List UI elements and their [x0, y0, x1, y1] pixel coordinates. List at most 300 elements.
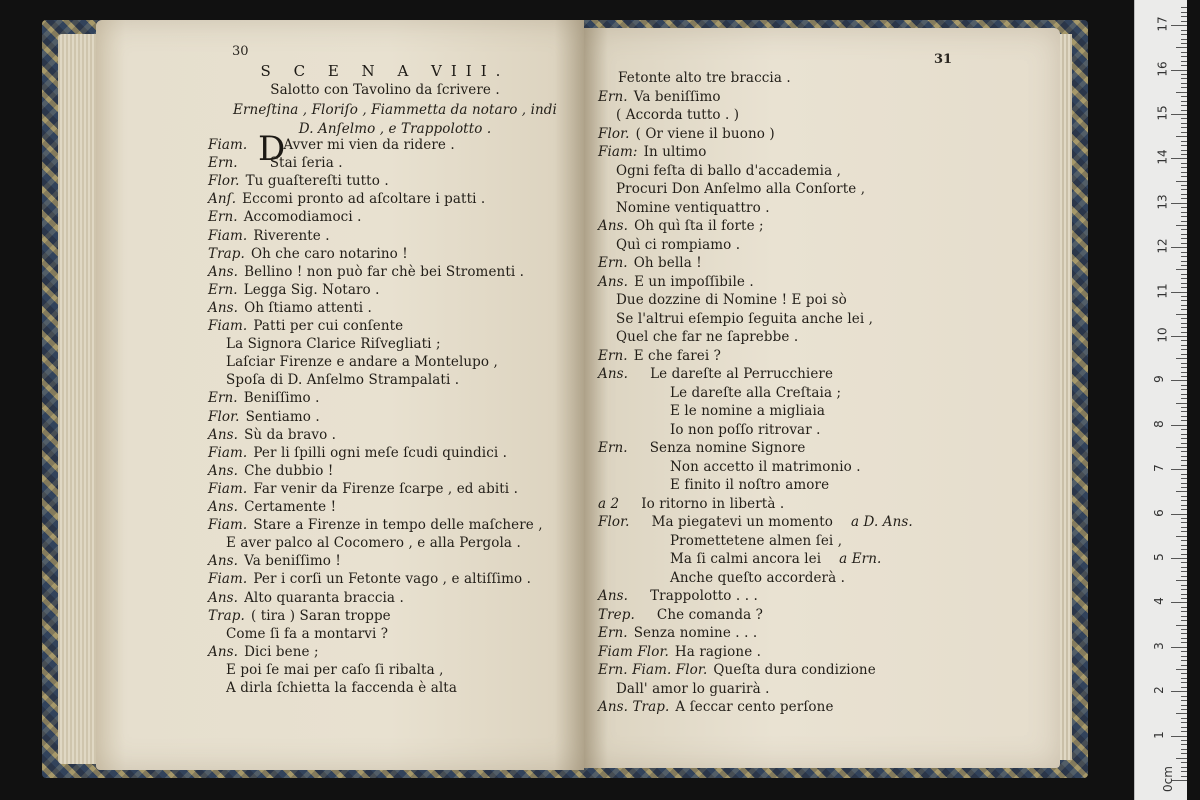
- dialogue-line: [226, 626, 388, 642]
- ruler-tick: [1181, 167, 1187, 168]
- dialogue-line: [598, 89, 721, 105]
- ruler-tick: [1181, 407, 1187, 408]
- ruler-tick: [1181, 549, 1187, 550]
- ruler-tick: [1181, 16, 1187, 17]
- left-page-number: 30: [232, 44, 249, 59]
- dialogue-line: [616, 329, 798, 345]
- dialogue-line: [616, 200, 770, 216]
- speaker-name: Fiam.: [208, 227, 248, 244]
- dialogue-line: [208, 517, 543, 533]
- ruler-tick: [1171, 380, 1187, 381]
- dialogue-line: [670, 403, 825, 419]
- line-text: Oh bella !: [633, 255, 702, 271]
- line-text: E finito il noſtro amore: [670, 477, 830, 493]
- ruler-tick: [1181, 256, 1187, 257]
- line-text: Procuri Don Anſelmo alla Conſorte ,: [616, 181, 866, 197]
- speaker-name: Flor.: [598, 514, 630, 530]
- ruler-tick: [1181, 660, 1187, 661]
- right-page-number: 31: [934, 52, 953, 67]
- ruler-tick: [1181, 740, 1187, 741]
- ruler-tick: [1171, 292, 1187, 293]
- speaker-name: Flor.: [208, 408, 240, 425]
- ruler-tick: [1181, 216, 1187, 217]
- dialogue-line: [616, 681, 770, 697]
- ruler-tick: [1181, 74, 1187, 75]
- ruler-tick: [1181, 394, 1187, 395]
- ruler-tick: [1181, 429, 1187, 430]
- stage-aside: a D. Ans.: [850, 514, 913, 530]
- dialogue-line: [208, 155, 343, 171]
- ruler-tick: [1181, 709, 1187, 710]
- ruler-tick: [1181, 332, 1187, 333]
- ruler-tick: [1181, 56, 1187, 57]
- ruler-tick: [1171, 203, 1187, 204]
- ruler-tick: [1176, 314, 1187, 315]
- ruler-tick: [1171, 558, 1187, 559]
- dialogue-line: [208, 228, 330, 244]
- ruler-tick: [1181, 110, 1187, 111]
- line-text: Far venir da Firenze ſcarpe , ed abiti .: [253, 480, 518, 497]
- ruler-label: 14: [1155, 149, 1170, 166]
- ruler-tick: [1181, 589, 1187, 590]
- speaker-name: Fiam.: [208, 444, 248, 461]
- ruler-label: 8: [1151, 419, 1166, 428]
- ruler-tick: [1181, 198, 1187, 199]
- ruler-label: 1: [1151, 730, 1166, 739]
- ruler-tick: [1181, 656, 1187, 657]
- ruler-tick: [1181, 349, 1187, 350]
- speaker-name: Ern.: [598, 625, 628, 641]
- ruler-tick: [1181, 194, 1187, 195]
- line-text: Che dubbio !: [244, 462, 334, 479]
- ruler-tick: [1171, 647, 1187, 648]
- dialogue-line: [670, 570, 845, 586]
- ruler-tick: [1181, 443, 1187, 444]
- speaker-name: Flor.: [598, 125, 630, 142]
- ruler-tick: [1181, 7, 1187, 8]
- ruler-tick: [1181, 434, 1187, 435]
- ruler-tick: [1181, 52, 1187, 53]
- line-text: Riverente .: [253, 227, 330, 244]
- ruler-tick: [1181, 43, 1187, 44]
- ruler-tick: [1181, 261, 1187, 262]
- line-text: Non accetto il matrimonio .: [670, 458, 861, 475]
- dialogue-line: [598, 496, 784, 512]
- ruler-tick: [1181, 456, 1187, 457]
- line-text: Senza nomine . . .: [633, 625, 758, 641]
- speaker-name: Fiam:: [598, 144, 638, 160]
- ruler-tick: [1181, 185, 1187, 186]
- ruler-tick: [1181, 389, 1187, 390]
- dialogue-line: [208, 246, 408, 262]
- ruler-tick: [1171, 25, 1187, 26]
- speaker-name: Fiam.: [208, 480, 248, 497]
- dialogue-line: [208, 481, 518, 497]
- line-text: Per i corſi un Fetonte vago , e altiſſimo .: [253, 571, 531, 588]
- dialogue-line: [616, 163, 841, 179]
- line-text: Che comanda ?: [656, 606, 763, 623]
- ruler-tick: [1181, 323, 1187, 324]
- ruler-tick: [1181, 123, 1187, 124]
- ruler-tick: [1181, 127, 1187, 128]
- ruler-tick: [1181, 416, 1187, 417]
- ruler-tick: [1176, 758, 1187, 759]
- dialogue-line: [616, 311, 873, 327]
- ruler-tick: [1181, 363, 1187, 364]
- dialogue-line: [670, 422, 821, 438]
- ruler-tick: [1181, 753, 1187, 754]
- ruler-tick: [1176, 92, 1187, 93]
- dialogue-line: [598, 607, 763, 623]
- ruler-tick: [1176, 358, 1187, 359]
- ruler-tick: [1181, 642, 1187, 643]
- dialogue-line: [226, 336, 441, 352]
- ruler-tick: [1181, 594, 1187, 595]
- ruler-tick: [1176, 269, 1187, 270]
- ruler-label: 7: [1151, 464, 1166, 473]
- dialogue-line: [670, 551, 881, 567]
- line-text: Accomodiamoci .: [243, 209, 362, 226]
- dialogue-line: [598, 126, 775, 142]
- ruler-label: 13: [1155, 194, 1170, 210]
- dialogue-line: [616, 292, 847, 308]
- line-text: Ogni feſta di ballo d'accademia ,: [616, 162, 842, 179]
- speaker-name: Fiam.: [208, 571, 248, 588]
- ruler-tick: [1181, 629, 1187, 630]
- ruler-tick: [1181, 705, 1187, 706]
- line-text: Ma piegatevi un momento: [651, 514, 833, 530]
- ruler-tick: [1176, 136, 1187, 137]
- ruler-tick: [1171, 602, 1187, 603]
- ruler-tick: [1181, 562, 1187, 563]
- line-text: Dici bene ;: [244, 643, 319, 660]
- dialogue-line: [598, 218, 764, 234]
- speaker-name: Ans.: [208, 299, 239, 316]
- line-text: Tu guaſtereſti tutto .: [245, 173, 389, 190]
- cast-line-2: D. Anſelmo , e Trappolotto .: [298, 121, 492, 137]
- ruler-tick: [1181, 522, 1187, 523]
- line-text: Bellino ! non può far chè bei Stromenti .: [244, 263, 525, 280]
- dialogue-line: [208, 427, 336, 443]
- ruler-tick: [1181, 505, 1187, 506]
- ruler-label: 11: [1155, 282, 1170, 299]
- ruler-tick: [1181, 500, 1187, 501]
- ruler-tick: [1181, 309, 1187, 310]
- dialogue-line: [598, 255, 702, 271]
- ruler-tick: [1181, 727, 1187, 728]
- ruler-tick: [1181, 474, 1187, 475]
- speaker-name: Ern.: [598, 255, 628, 271]
- speaker-name: Anſ.: [208, 191, 237, 208]
- ruler-tick: [1181, 274, 1187, 275]
- ruler-label: 12: [1155, 238, 1170, 254]
- ruler-tick: [1181, 478, 1187, 479]
- ruler-tick: [1181, 189, 1187, 190]
- ruler-tick: [1176, 580, 1187, 581]
- ruler-label: 2: [1151, 686, 1166, 695]
- dialogue-line: [208, 445, 507, 461]
- speaker-name: Ern.: [208, 209, 238, 226]
- ruler-tick: [1181, 531, 1187, 532]
- ruler-tick: [1181, 527, 1187, 528]
- scene-setting: Salotto con Tavolino da ſcrivere .: [270, 82, 500, 98]
- dialogue-line: [670, 533, 842, 549]
- ruler-tick: [1181, 354, 1187, 355]
- ruler-tick: [1181, 34, 1187, 35]
- dialogue-line: [226, 680, 457, 696]
- speaker-name: Ans.: [598, 273, 629, 290]
- line-text: Nomine ventiquattro .: [616, 199, 770, 216]
- speaker-name: Ans.: [208, 643, 239, 660]
- speaker-name: Fiam Flor.: [598, 643, 669, 660]
- ruler-tick: [1171, 425, 1187, 426]
- dialogue-line: [598, 144, 707, 160]
- ruler-tick: [1176, 447, 1187, 448]
- ruler-tick: [1171, 336, 1187, 337]
- ruler-tick: [1181, 83, 1187, 84]
- line-text: E le nomine a migliaia: [670, 403, 826, 419]
- dialogue-line: [598, 274, 754, 290]
- dialogue-line: [598, 440, 805, 456]
- line-text: ( tira ) Saran troppe: [250, 607, 391, 624]
- ruler-tick: [1181, 238, 1187, 239]
- ruler-tick: [1181, 96, 1187, 97]
- speaker-name: Ern. Fiam. Flor.: [598, 662, 708, 678]
- line-text: Promettetene almen ſei ,: [670, 532, 843, 549]
- ruler-tick: [1181, 118, 1187, 119]
- ruler-tick: [1181, 620, 1187, 621]
- dialogue-line: [208, 191, 485, 207]
- ruler-tick: [1181, 465, 1187, 466]
- ruler-tick: [1181, 12, 1187, 13]
- ruler-tick: [1176, 225, 1187, 226]
- speaker-name: Ans.: [208, 462, 239, 479]
- ruler-tick: [1181, 540, 1187, 541]
- line-text: Oh ſtiamo attenti .: [244, 299, 372, 316]
- dialogue-line: [226, 372, 459, 388]
- ruler-tick: [1181, 496, 1187, 497]
- ruler-tick: [1181, 749, 1187, 750]
- ruler-tick: [1181, 731, 1187, 732]
- dialogue-line: [670, 477, 829, 493]
- speaker-name: Trap.: [208, 245, 245, 262]
- ruler-tick: [1176, 713, 1187, 714]
- line-text: A dirla ſchietta la faccenda è alta: [226, 680, 457, 696]
- ruler-tick: [1181, 287, 1187, 288]
- dialogue-line: [208, 137, 455, 153]
- dialogue-line: [208, 390, 320, 406]
- ruler-tick: [1181, 278, 1187, 279]
- line-text: Io ritorno in libertà .: [641, 495, 785, 512]
- dialogue-line: [208, 209, 362, 225]
- ruler-tick: [1176, 403, 1187, 404]
- ruler-tick: [1181, 483, 1187, 484]
- speaker-name: Fiam.: [208, 137, 248, 153]
- speaker-name: Ern.: [208, 155, 238, 172]
- ruler-tick: [1181, 87, 1187, 88]
- ruler-tick: [1181, 767, 1187, 768]
- dialogue-line: [598, 625, 757, 641]
- ruler-tick: [1181, 283, 1187, 284]
- line-text: Dall' amor lo guarirà .: [616, 680, 770, 697]
- ruler-tick: [1181, 451, 1187, 452]
- speaker-name: Ans.: [208, 263, 239, 280]
- speaker-name: Ans.: [208, 553, 239, 570]
- ruler-label: 9: [1151, 375, 1166, 384]
- line-text: Due dozzine di Nomine ! E poi sò: [616, 292, 847, 308]
- dialogue-line: [208, 499, 336, 515]
- line-text: Io non poſſo ritrovar .: [670, 421, 821, 438]
- dialogue-line: [208, 571, 531, 587]
- ruler-tick: [1181, 61, 1187, 62]
- ruler-tick: [1181, 300, 1187, 301]
- ruler-tick: [1181, 509, 1187, 510]
- dialogue-line: [226, 662, 444, 678]
- ruler-tick: [1181, 327, 1187, 328]
- line-text: In ultimo: [643, 144, 707, 160]
- line-text: Oh quì ſta il forte ;: [634, 218, 764, 234]
- ruler-tick: [1181, 105, 1187, 106]
- ruler-label: 10: [1155, 327, 1170, 343]
- line-text: Stare a Firenze in tempo delle maſchere ,: [253, 517, 543, 534]
- speaker-name: Ans.: [208, 589, 239, 606]
- line-text: Trappolotto . . .: [650, 588, 758, 604]
- line-text: Eccomi pronto ad aſcoltare i patti .: [242, 191, 486, 208]
- ruler-tick: [1181, 176, 1187, 177]
- line-text: Come ſi fa a montarvi ?: [226, 625, 389, 642]
- line-text: Ha ragione .: [674, 643, 762, 660]
- ruler-tick: [1181, 576, 1187, 577]
- speaker-name: Ern.: [208, 390, 238, 407]
- ruler-tick: [1176, 536, 1187, 537]
- dialogue-line: [618, 70, 791, 86]
- ruler-label: 0cm: [1160, 766, 1175, 792]
- ruler-label: 3: [1151, 641, 1166, 650]
- dialogue-line: [208, 590, 404, 606]
- speaker-name: Ern.: [598, 347, 628, 364]
- dialogue-line: [616, 237, 740, 253]
- speaker-name: Ans.: [598, 218, 629, 234]
- line-text: Stai ſeria .: [269, 155, 343, 172]
- speaker-name: Ern.: [598, 88, 628, 105]
- speaker-name: Ans.: [208, 499, 239, 515]
- ruler-tick: [1181, 78, 1187, 79]
- ruler-tick: [1181, 172, 1187, 173]
- line-text: Patti per cui conſente: [253, 318, 404, 334]
- ruler-tick: [1181, 243, 1187, 244]
- line-text: A ſeccar cento perſone: [675, 699, 834, 715]
- speaker-name: Fiam.: [208, 318, 248, 334]
- speaker-name: Ans.: [208, 426, 239, 443]
- ruler-label: 4: [1151, 597, 1166, 606]
- ruler-label: 6: [1151, 508, 1166, 517]
- speaker-name: Trap.: [208, 607, 245, 624]
- line-text: Senza nomine Signore: [649, 440, 806, 456]
- ruler-tick: [1176, 625, 1187, 626]
- ruler-tick: [1181, 101, 1187, 102]
- ruler-tick: [1181, 616, 1187, 617]
- ruler-tick: [1181, 487, 1187, 488]
- cast-line-1: Erneſtina , Floriſo , Fiammetta da notaro , indi: [233, 102, 557, 118]
- dialogue-line: [226, 535, 521, 551]
- ruler-tick: [1171, 70, 1187, 71]
- ruler-tick: [1181, 252, 1187, 253]
- ruler-tick: [1181, 212, 1187, 213]
- line-text: Fetonte alto tre braccia .: [618, 70, 791, 86]
- line-text: Certamente !: [244, 499, 337, 515]
- line-text: Le dareſte alla Creſtaia ;: [670, 384, 842, 401]
- ruler-tick: [1181, 771, 1187, 772]
- ruler-tick: [1181, 682, 1187, 683]
- speaker-name: Trep.: [598, 606, 635, 623]
- line-text: Alto quaranta braccia .: [244, 589, 404, 606]
- ruler-tick: [1171, 691, 1187, 692]
- ruler-tick: [1181, 385, 1187, 386]
- ruler-tick: [1181, 611, 1187, 612]
- dialogue-line: [598, 348, 721, 364]
- line-text: Ma ſi calmi ancora lei: [670, 551, 822, 567]
- dialogue-line: [208, 264, 524, 280]
- ruler-tick: [1176, 491, 1187, 492]
- ruler-tick: [1181, 411, 1187, 412]
- ruler-tick: [1181, 607, 1187, 608]
- ruler-label: 5: [1151, 553, 1166, 561]
- line-text: Sù da bravo .: [244, 426, 337, 443]
- ruler-tick: [1171, 247, 1187, 248]
- speaker-name: Ans.: [598, 366, 629, 382]
- ruler-tick: [1181, 150, 1187, 151]
- ruler-tick: [1181, 518, 1187, 519]
- line-text: E un impoſſibile .: [634, 273, 754, 290]
- ruler-tick: [1181, 762, 1187, 763]
- line-text: Sentiamo .: [245, 408, 320, 425]
- line-text: La Signora Clarice Riſvegliati ;: [226, 336, 441, 353]
- line-text: ( Accorda tutto . ): [616, 107, 740, 123]
- ruler-tick: [1181, 265, 1187, 266]
- ruler-tick: [1181, 65, 1187, 66]
- line-text: Per li ſpilli ogni meſe ſcudi quindici .: [253, 444, 508, 461]
- line-text: Anche queſto accorderà .: [670, 569, 846, 586]
- line-text: Queſta dura condizione: [713, 662, 876, 678]
- line-text: Quel che far ne ſaprebbe .: [616, 329, 799, 345]
- ruler-tick: [1181, 367, 1187, 368]
- dialogue-line: [208, 173, 389, 189]
- ruler-tick: [1181, 722, 1187, 723]
- scene-title: S C E N A VIII.: [260, 62, 510, 80]
- ruler-tick: [1181, 571, 1187, 572]
- ruler-tick: [1181, 638, 1187, 639]
- line-text: E aver palco al Cocomero , e alla Pergola .: [226, 535, 521, 552]
- dialogue-line: [616, 181, 865, 197]
- speaker-name: Ans. Trap.: [598, 699, 670, 715]
- ruler-tick: [1176, 669, 1187, 670]
- ruler-tick: [1181, 665, 1187, 666]
- ruler-tick: [1181, 296, 1187, 297]
- ruler-tick: [1181, 340, 1187, 341]
- ruler-tick: [1181, 460, 1187, 461]
- dialogue-line: [208, 300, 372, 316]
- speaker-name: a 2: [598, 495, 620, 512]
- ruler-tick: [1181, 376, 1187, 377]
- line-text: Spoſa di D. Anſelmo Strampalati .: [226, 372, 460, 389]
- dialogue-line: [616, 107, 739, 123]
- dialogue-line: [670, 459, 861, 475]
- ruler-tick: [1171, 158, 1187, 159]
- dialogue-line: [208, 318, 403, 334]
- dialogue-line: [208, 409, 320, 425]
- ruler-tick: [1181, 673, 1187, 674]
- ruler-tick: [1181, 145, 1187, 146]
